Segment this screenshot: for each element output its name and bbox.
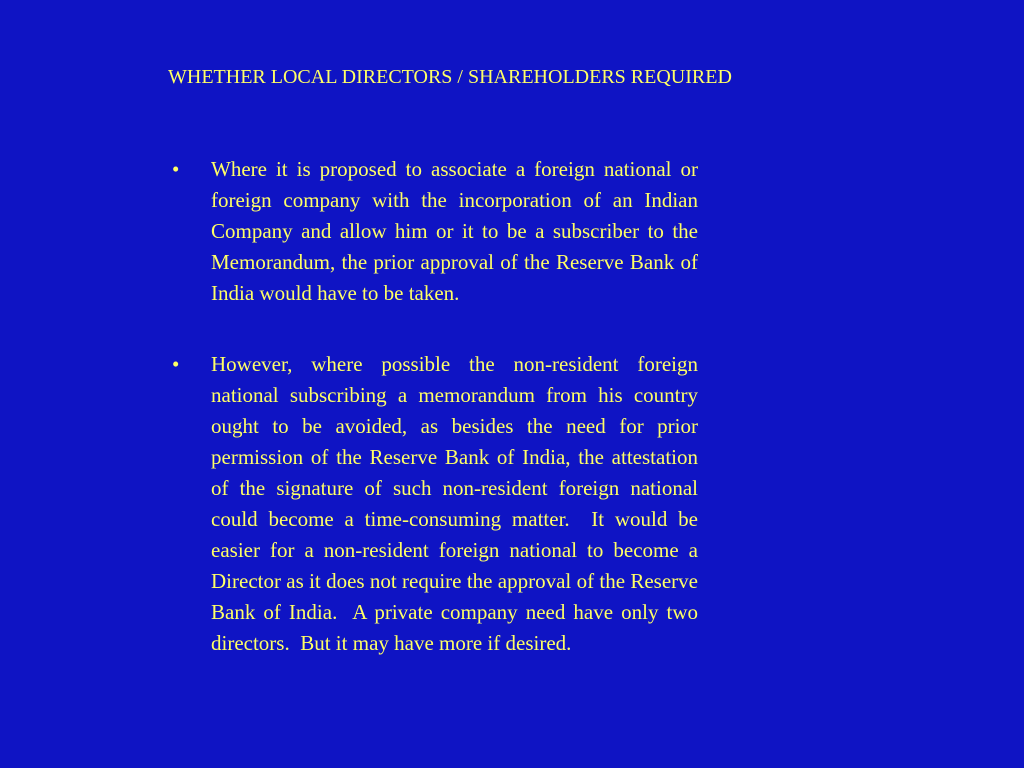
bullet-text-1: Where it is proposed to associate a foreign national or foreign company with the incorporation of an Indian Company and allow him or it to be a subscriber to the Memorandum, the prior approval of the Reserve Bank of India would have to be taken. <box>211 157 704 305</box>
bullet-item-1 <box>168 154 704 309</box>
bullet-icon: • <box>172 157 180 181</box>
bullet-icon: • <box>172 352 180 376</box>
bullet-text-2: However, where possible the non-resident foreign national subscribing a memorandum from his country ought to be avoided, as besides the need for prior permission of the Reserve Bank of India, the attestation of the signature of such non-resident foreign national could become a time-consuming matter. It would be easier for a non-resident foreign national to become a Director as it does not require the approval of the Reserve Bank of India. A private company need have only two directors. But it may have more if desired. <box>211 352 704 655</box>
slide-title: WHETHER LOCAL DIRECTORS / SHAREHOLDERS REQUIRED <box>168 66 732 88</box>
bullet-item-2 <box>168 349 704 659</box>
bullet-list <box>168 154 704 699</box>
